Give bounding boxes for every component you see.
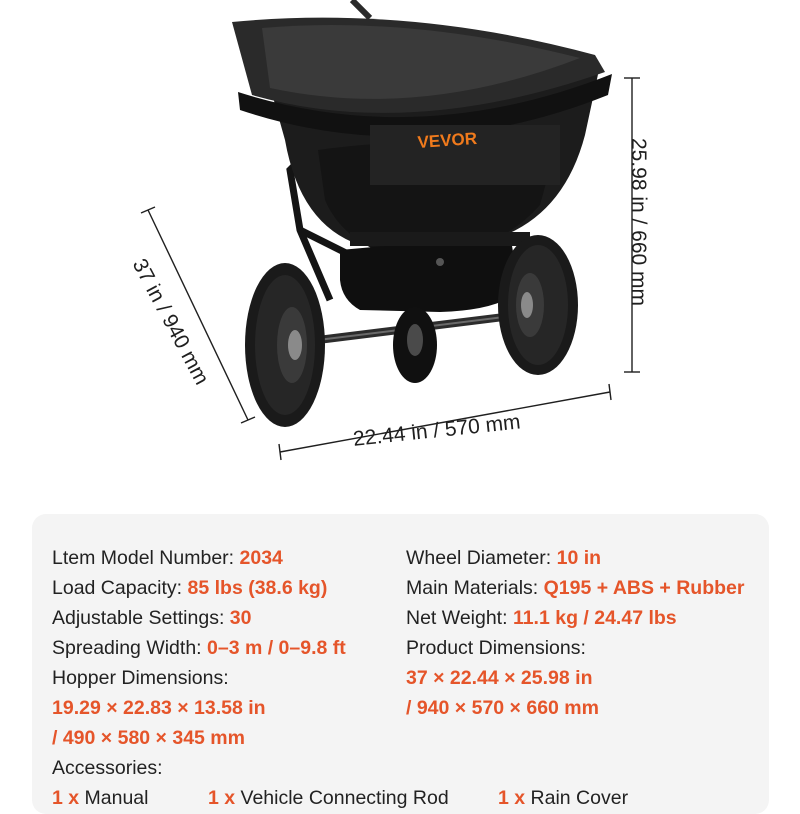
accessory-name: Manual — [79, 787, 149, 809]
spec-spread-value: 0–3 m / 0–9.8 ft — [207, 637, 346, 659]
accessories-label: Accessories: — [52, 757, 163, 779]
spec-hopper-value-in: 19.29 × 22.83 × 13.58 in — [52, 697, 266, 719]
spec-hopper-label: Hopper Dimensions: — [52, 667, 229, 689]
accessory-name: Vehicle Connecting Rod — [235, 787, 449, 809]
spec-hopper-value-mm: / 490 × 580 × 345 mm — [52, 727, 245, 749]
spec-model-value: 2034 — [239, 547, 283, 569]
accessory-item — [498, 786, 628, 810]
right-wheel — [498, 235, 578, 375]
spec-wheel — [406, 546, 601, 570]
spec-materials — [406, 576, 744, 600]
depth-dimension-label: 37 in / 940 mm — [127, 255, 214, 389]
brand-logo: VEVOR — [416, 128, 478, 152]
spec-product-value-in: 37 × 22.44 × 25.98 in — [406, 667, 593, 689]
spec-wheel-label: Wheel Diameter: — [406, 547, 557, 569]
spec-model — [52, 546, 283, 570]
height-dimension-label: 25.98 in / 660 mm — [627, 137, 650, 307]
spec-wheel-value: 10 in — [556, 547, 602, 569]
spec-settings-label: Adjustable Settings: — [52, 607, 230, 629]
accessory-item — [52, 786, 148, 810]
spec-weight-label: Net Weight: — [406, 607, 513, 629]
spec-load-value: 85 lbs (38.6 kg) — [187, 577, 328, 599]
spec-model-label: Ltem Model Number: — [52, 547, 240, 569]
width-dimension-label: 22.44 in / 570 mm — [352, 410, 522, 451]
handle — [352, 0, 370, 18]
spec-spread-label: Spreading Width: — [52, 637, 208, 659]
spec-load — [52, 576, 327, 600]
spinner — [393, 307, 437, 383]
spec-load-label: Load Capacity: — [52, 577, 188, 599]
left-wheel — [245, 263, 325, 427]
spec-settings-value: 30 — [229, 607, 252, 629]
accessory-qty: 1 x — [208, 787, 236, 809]
spec-materials-value: Q195 + ABS + Rubber — [543, 577, 745, 599]
spec-weight-value: 11.1 kg / 24.47 lbs — [512, 607, 677, 629]
accessory-qty: 1 x — [498, 787, 526, 809]
spec-weight — [406, 606, 677, 630]
accessory-item — [208, 786, 449, 810]
accessory-name: Rain Cover — [525, 787, 629, 809]
spec-product-label: Product Dimensions: — [406, 637, 586, 659]
spec-settings — [52, 606, 251, 630]
spec-product-value-mm: / 940 × 570 × 660 mm — [406, 697, 599, 719]
spec-materials-label: Main Materials: — [406, 577, 544, 599]
accessory-qty: 1 x — [52, 787, 80, 809]
spec-spread — [52, 636, 346, 660]
